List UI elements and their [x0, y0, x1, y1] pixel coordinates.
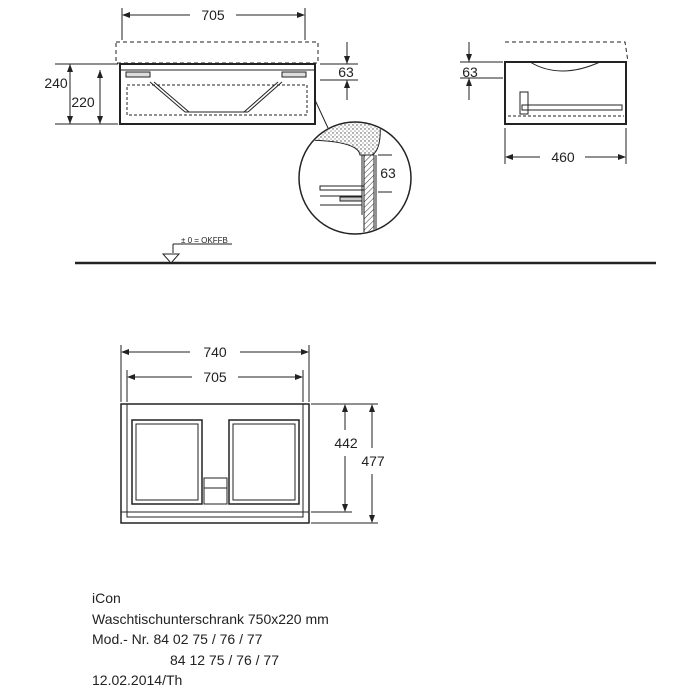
side-depth-dim-label: 460 [551, 149, 575, 165]
side-elevation-view [460, 42, 628, 164]
model-number-line-1: Mod.- Nr. 84 02 75 / 76 / 77 [92, 631, 263, 647]
front-elevation-view [121, 345, 378, 523]
left-drawer-panel [132, 420, 202, 504]
floor-level-label: ± 0 = OKFFB [181, 236, 228, 245]
product-description: Waschtischunterschrank 750x220 mm [92, 610, 329, 627]
front-inner-height-dim-label: 442 [334, 435, 358, 451]
front-outer-width-dim-label: 740 [203, 344, 227, 360]
drawer-inner-dashed [127, 85, 307, 115]
top-height-inner-dim-label: 220 [71, 94, 95, 110]
top-height-outer-dim-label: 240 [44, 75, 68, 91]
side-detail-dim-label: 63 [462, 64, 478, 80]
drawing-date: 12.02.2014/Th [92, 672, 183, 688]
top-width-dim-label: 705 [201, 7, 225, 23]
front-inner-width-dim-label: 705 [203, 369, 227, 385]
front-cabinet-frame [121, 404, 309, 523]
product-info-block [92, 588, 329, 691]
front-outer-height-dim-label: 477 [361, 453, 385, 469]
detail-dim-label: 63 [380, 165, 396, 181]
product-name: iCon [92, 590, 121, 606]
right-drawer-panel [229, 420, 299, 504]
model-number-line-2: 84 12 75 / 76 / 77 [170, 651, 279, 668]
top-elevation-view [55, 8, 358, 128]
detail-circle-view [299, 120, 411, 245]
floor-level-line [75, 244, 656, 263]
top-detail-dim-label: 63 [338, 64, 354, 80]
basin-outline-dashed [116, 42, 318, 63]
